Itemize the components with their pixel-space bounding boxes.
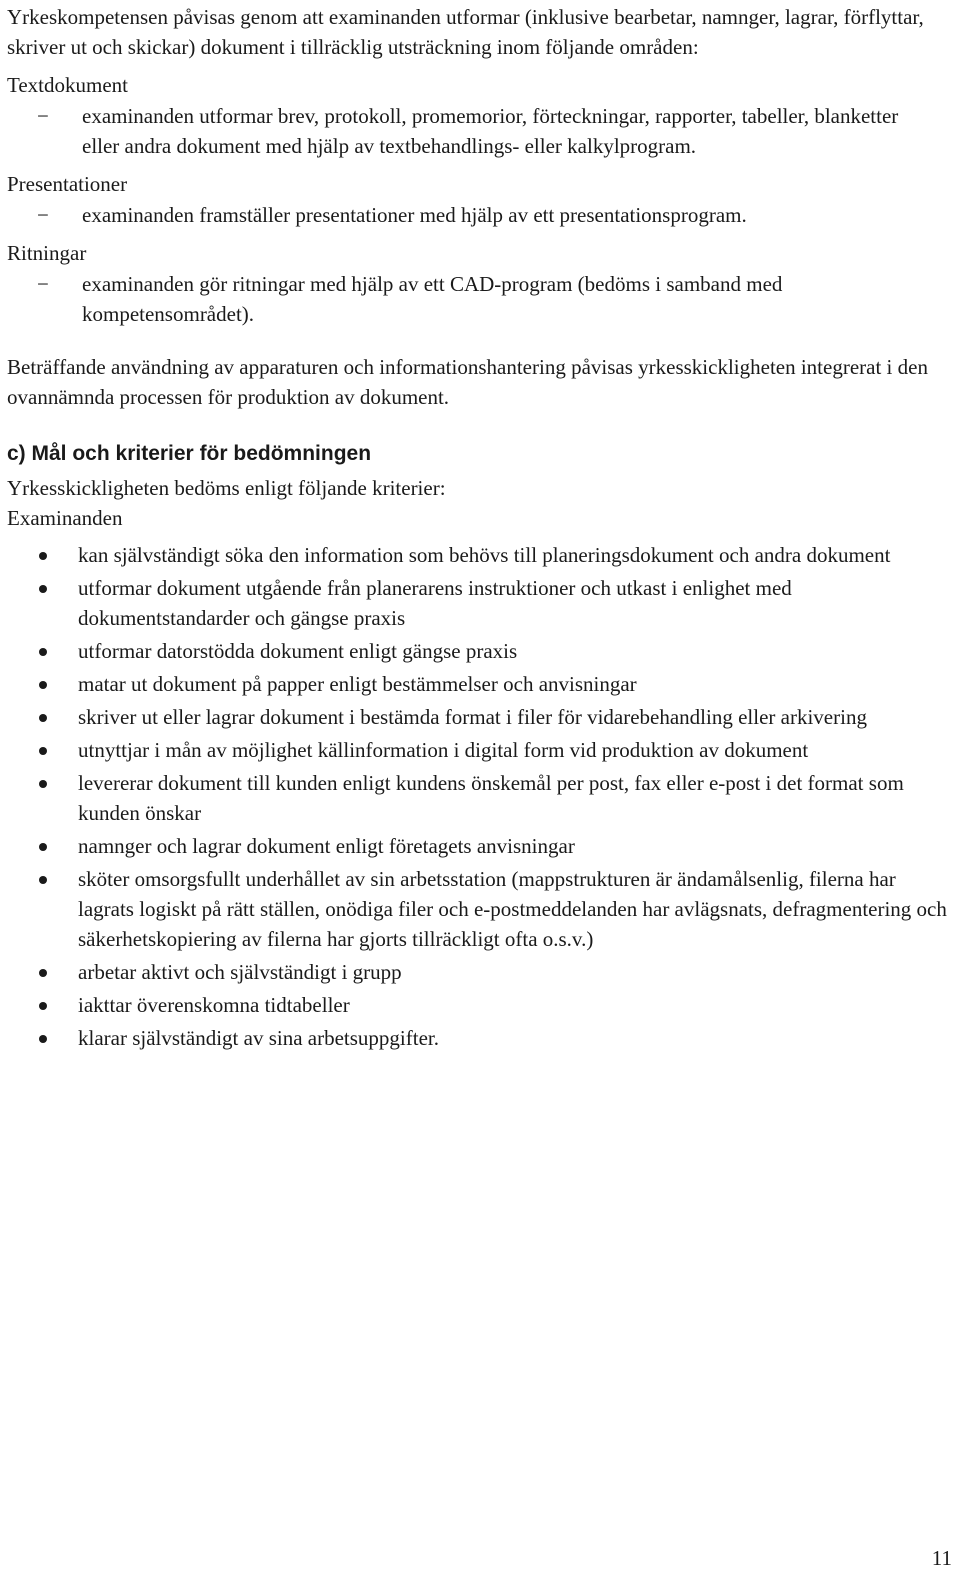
section-label-presentationer: Presentationer <box>7 172 128 196</box>
document-page <box>7 0 955 1056</box>
page-number: 11 <box>931 1546 952 1570</box>
dash-marker: − <box>37 272 49 296</box>
criteria-list <box>7 540 955 1053</box>
criteria-item-text: namnger och lagrar dokument enligt företagets anvisningar <box>78 834 575 858</box>
criteria-item-text: kan självständigt söka den information som behövs till planeringsdokument och andra dokument <box>78 543 891 567</box>
criteria-item-text: klarar självständigt av sina arbetsuppgifter. <box>78 1026 439 1050</box>
dash-marker: − <box>37 203 49 227</box>
bullet-icon <box>39 648 47 656</box>
dash-item-text: examinanden gör ritningar med hjälp av ett CAD-program (bedöms i samband med kompetensområdet). <box>82 272 783 326</box>
criteria-item <box>7 1023 955 1053</box>
dash-list <box>7 200 955 230</box>
criteria-item <box>7 636 955 666</box>
criteria-item <box>7 540 955 570</box>
criteria-item-text: skriver ut eller lagrar dokument i bestämda format i filer för vidarebehandling eller arkivering <box>78 705 867 729</box>
bullet-icon <box>39 552 47 560</box>
bullet-icon <box>39 876 47 884</box>
criteria-item <box>7 768 955 828</box>
bullet-icon <box>39 681 47 689</box>
bullet-icon <box>39 747 47 755</box>
body-paragraph: Beträffande användning av apparaturen och informationshantering påvisas yrkesskickligheten integrerat i den ovannämnda processen för produktion av dokument. <box>7 355 928 409</box>
criteria-item-text: utnyttjar i mån av möjlighet källinformation i digital form vid produktion av dokument <box>78 738 809 762</box>
criteria-item-text: iakttar överenskomna tidtabeller <box>78 993 350 1017</box>
bullet-icon <box>39 1002 47 1010</box>
criteria-item-text: sköter omsorgsfullt underhållet av sin arbetsstation (mappstrukturen är ändamålsenlig, filerna har lagrats logiskt på rätt ställen, onödiga filer och e-postmeddelanden har avlägsnats, defragmentering och säkerhetskopiering av filerna har gjorts tillräckligt ofta o.s.v.) <box>78 867 947 951</box>
criteria-item <box>7 957 955 987</box>
dash-list-item <box>7 101 955 161</box>
dash-marker: − <box>37 104 49 128</box>
criteria-item <box>7 990 955 1020</box>
section-heading: c) Mål och kriterier för bedömningen <box>7 442 372 465</box>
dash-item-text: examinanden framställer presentationer med hjälp av ett presentationsprogram. <box>82 203 747 227</box>
criteria-item-text: matar ut dokument på papper enligt bestämmelser och anvisningar <box>78 672 637 696</box>
criteria-item <box>7 669 955 699</box>
criteria-item <box>7 702 955 732</box>
criteria-item-text: utformar dokument utgående från planerarens instruktioner och utkast i enlighet med dokumentstandarder och gängse praxis <box>78 576 792 630</box>
section-label-ritningar: Ritningar <box>7 241 87 265</box>
criteria-subject: Examinanden <box>7 506 123 530</box>
dash-list <box>7 269 955 329</box>
dash-list-item <box>7 269 955 329</box>
bullet-icon <box>39 585 47 593</box>
bullet-icon <box>39 843 47 851</box>
bullet-icon <box>39 969 47 977</box>
bullet-icon <box>39 780 47 788</box>
criteria-item <box>7 735 955 765</box>
criteria-item <box>7 864 955 954</box>
intro-paragraph: Yrkeskompetensen påvisas genom att examinanden utformar (inklusive bearbetar, namnger, lagrar, förflyttar, skriver ut och skickar) dokument i tillräcklig utsträckning inom följande områden: <box>7 5 924 59</box>
criteria-item-text: levererar dokument till kunden enligt kundens önskemål per post, fax eller e-post i det format som kunden önskar <box>78 771 904 825</box>
criteria-intro: Yrkesskickligheten bedöms enligt följande kriterier: <box>7 476 446 500</box>
bullet-icon <box>39 714 47 722</box>
criteria-item-text: utformar datorstödda dokument enligt gängse praxis <box>78 639 518 663</box>
bullet-icon <box>39 1035 47 1043</box>
dash-item-text: examinanden utformar brev, protokoll, promemorior, förteckningar, rapporter, tabeller, blanketter eller andra dokument med hjälp av textbehandlings- eller kalkylprogram. <box>82 104 899 158</box>
dash-list-item <box>7 200 955 230</box>
criteria-item-text: arbetar aktivt och självständigt i grupp <box>78 960 402 984</box>
criteria-item <box>7 573 955 633</box>
criteria-item <box>7 831 955 861</box>
section-label-textdokument: Textdokument <box>7 73 129 97</box>
dash-list <box>7 101 955 161</box>
